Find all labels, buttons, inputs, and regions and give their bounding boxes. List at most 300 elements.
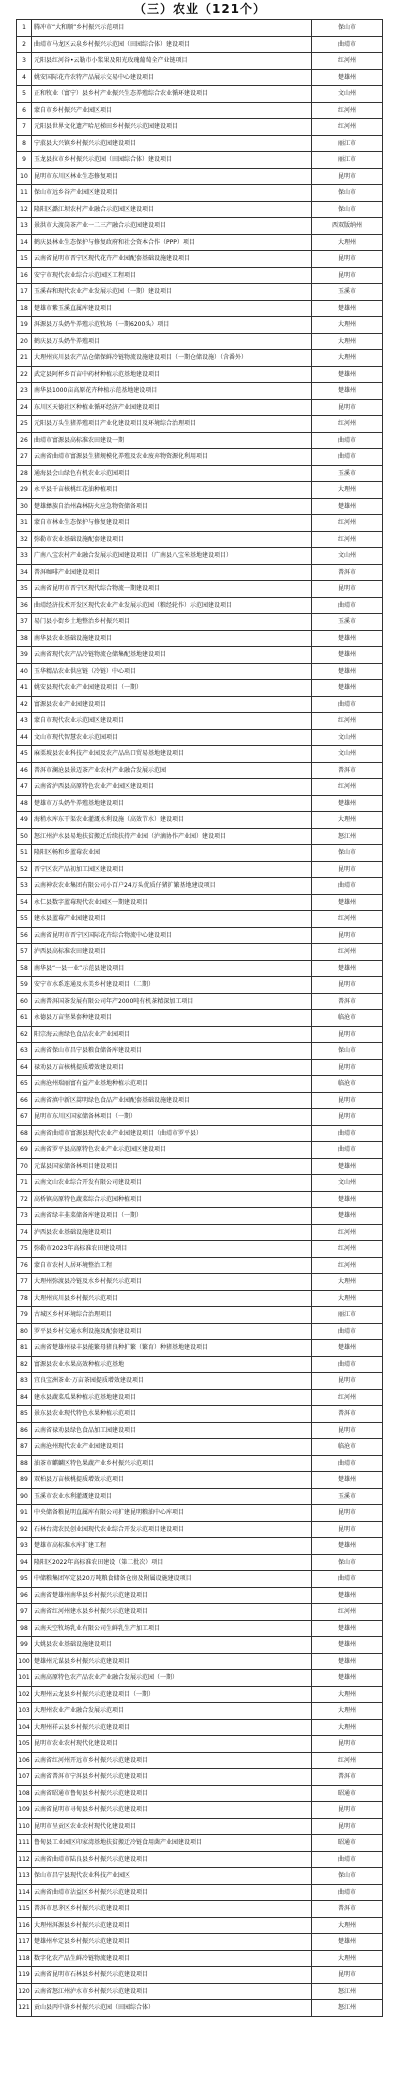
table-row [17, 1835, 383, 1852]
project-name: 云南省昆明市寻甸县乡村振兴示范建设项目 [32, 1802, 312, 1819]
project-name: 罗平县乡村交通水利设施及配套建设项目 [32, 1323, 312, 1340]
row-number: 50 [17, 828, 32, 845]
project-name: 云南省红河州开远市乡村振兴示范建设项目 [32, 1752, 312, 1769]
project-name: 鹤庆县万头奶牛养殖项目 [32, 333, 312, 350]
city-name: 玉溪市 [312, 1488, 383, 1505]
row-number: 95 [17, 1571, 32, 1588]
table-row [17, 465, 383, 482]
row-number: 65 [17, 1076, 32, 1093]
row-number: 86 [17, 1422, 32, 1439]
project-name: 玉华精品农业供应链（冷链）中心项目 [32, 663, 312, 680]
project-name: 蒙自市农村人居环境整治工程 [32, 1257, 312, 1274]
row-number: 48 [17, 795, 32, 812]
row-number: 82 [17, 1356, 32, 1373]
project-name: 姚安国际花卉农特产品展示交易中心建设项目 [32, 69, 312, 86]
city-name: 楚雄州 [312, 1653, 383, 1670]
city-name: 文山州 [312, 1175, 383, 1192]
row-number: 42 [17, 696, 32, 713]
city-name: 楚雄州 [312, 1472, 383, 1489]
row-number: 116 [17, 1917, 32, 1934]
city-name: 昆明市 [312, 1818, 383, 1835]
city-name: 曲靖市 [312, 1125, 383, 1142]
project-name: 云南省怒江州泸水市乡村振兴示范建设项目 [32, 1983, 312, 2000]
project-name: 泸西县农业基础设施建设项目 [32, 1224, 312, 1241]
table-row [17, 729, 383, 746]
project-name: 昆明市农业农村现代化建设项目 [32, 1736, 312, 1753]
project-name: 姚安县现代农业产业园建设项目（一期） [32, 680, 312, 697]
project-name: 云南省昭通市鲁甸县乡村振兴示范建设项目 [32, 1785, 312, 1802]
row-number: 103 [17, 1703, 32, 1720]
project-name: 南华县农业基础设施建设项目 [32, 630, 312, 647]
row-number: 110 [17, 1818, 32, 1835]
row-number: 12 [17, 201, 32, 218]
city-name: 文山州 [312, 86, 383, 103]
project-name: 昆明市东川区国家储备林项目（一期） [32, 1109, 312, 1126]
section-title: （三）农业（121个） [133, 2, 267, 16]
table-row [17, 1142, 383, 1159]
city-name: 昭通市 [312, 1785, 383, 1802]
row-number: 87 [17, 1439, 32, 1456]
project-name: 楚雄市万头奶牛养殖基地建设项目 [32, 795, 312, 812]
table-row [17, 515, 383, 532]
table-row [17, 564, 383, 581]
city-name: 昆明市 [312, 1736, 383, 1753]
table-row [17, 927, 383, 944]
project-name: 昆明市东川区林业生态修复项目 [32, 168, 312, 185]
city-name: 曲靖市 [312, 1323, 383, 1340]
row-number: 38 [17, 630, 32, 647]
project-name: 数字化农产品生鲜冷链物流建设项目 [32, 1950, 312, 1967]
project-name: 云南省红河州建水县乡村振兴示范建设项目 [32, 1604, 312, 1621]
row-number: 58 [17, 960, 32, 977]
table-row [17, 1851, 383, 1868]
table-row [17, 1967, 383, 1984]
row-number: 46 [17, 762, 32, 779]
city-name: 红河州 [312, 102, 383, 119]
row-number: 79 [17, 1307, 32, 1324]
table-row [17, 1868, 383, 1885]
table-row [17, 696, 383, 713]
project-name: 宜良宝洲茶业·万亩茶园提质增效建设项目 [32, 1373, 312, 1390]
city-name: 红河州 [312, 515, 383, 532]
row-number: 102 [17, 1686, 32, 1703]
table-row [17, 531, 383, 548]
project-name: 南华县1000亩高原花卉种植示范基地建设项目 [32, 383, 312, 400]
table-row [17, 1092, 383, 1109]
project-name: 宁蒗县大兴镇乡村振兴示范园建设项目 [32, 135, 312, 152]
table-row [17, 1604, 383, 1621]
project-name: 富源县农业水果高效种植示范基地 [32, 1356, 312, 1373]
city-name: 楚雄州 [312, 663, 383, 680]
table-row [17, 1241, 383, 1258]
row-number: 99 [17, 1637, 32, 1654]
row-number: 59 [17, 977, 32, 994]
row-number: 25 [17, 416, 32, 433]
row-number: 78 [17, 1290, 32, 1307]
city-name: 曲靖市 [312, 597, 383, 614]
row-number: 72 [17, 1191, 32, 1208]
city-name: 昆明市 [312, 1505, 383, 1522]
row-number: 54 [17, 894, 32, 911]
project-name: 建水县蔬菜瓜果种植示范基地建设项目 [32, 1389, 312, 1406]
table-row [17, 1802, 383, 1819]
table-row [17, 911, 383, 928]
project-name: 昆明市呈贡区农业农村现代化建设项目 [32, 1818, 312, 1835]
table-row [17, 1554, 383, 1571]
table-row [17, 482, 383, 499]
city-name: 红河州 [312, 416, 383, 433]
row-number: 74 [17, 1224, 32, 1241]
table-row [17, 1901, 383, 1918]
city-name: 红河州 [312, 779, 383, 796]
project-name: 云南高原特色农产品农业产业融合发展示范园（一期） [32, 1670, 312, 1687]
city-name: 昆明市 [312, 1109, 383, 1126]
table-row [17, 944, 383, 961]
table-row [17, 1059, 383, 1076]
project-name: 高桥镇高原特色蔬菜综合示范园种植项目 [32, 1191, 312, 1208]
project-name: 云南省昆明市晋宁区国际花卉综合物流中心建设项目 [32, 927, 312, 944]
row-number: 97 [17, 1604, 32, 1621]
project-name: 云南省罗平县高原特色农业产业示范园区建设项目 [32, 1142, 312, 1159]
row-number: 115 [17, 1901, 32, 1918]
table-row [17, 1571, 383, 1588]
project-name: 大理州云龙县乡村振兴示范建设项目（一期） [32, 1686, 312, 1703]
table-row [17, 102, 383, 119]
table-row [17, 746, 383, 763]
city-name: 楚雄州 [312, 1340, 383, 1357]
table-row [17, 1043, 383, 1060]
row-number: 9 [17, 152, 32, 169]
row-number: 26 [17, 432, 32, 449]
project-name: 南华县“一县一业”示范县建设项目 [32, 960, 312, 977]
project-name: 大理州弥渡县冷链及水乡村振兴示范项目 [32, 1274, 312, 1291]
table-row [17, 53, 383, 70]
project-name: 景东县农业现代特色水果种植示范项目 [32, 1406, 312, 1423]
row-number: 61 [17, 1010, 32, 1027]
city-name: 大理州 [312, 1950, 383, 1967]
row-number: 105 [17, 1736, 32, 1753]
table-row [17, 168, 383, 185]
table-row [17, 861, 383, 878]
table-row [17, 432, 383, 449]
city-name: 楚雄州 [312, 1637, 383, 1654]
city-name: 怒江州 [312, 2000, 383, 2017]
city-name: 红河州 [312, 1257, 383, 1274]
city-name: 昆明市 [312, 168, 383, 185]
city-name: 曲靖市 [312, 432, 383, 449]
table-row [17, 1818, 383, 1835]
city-name: 普洱市 [312, 564, 383, 581]
row-number: 107 [17, 1769, 32, 1786]
project-name: 正和牧业（富宁）县乡村产业振兴生态养殖综合农业循环建设项目 [32, 86, 312, 103]
project-name: 云南省曲靖市陆良县乡村振兴示范建设项目 [32, 1851, 312, 1868]
city-name: 丽江市 [312, 152, 383, 169]
row-number: 1 [17, 20, 32, 37]
table-row [17, 597, 383, 614]
city-name: 大理州 [312, 1917, 383, 1934]
table-row [17, 20, 383, 37]
table-row [17, 416, 383, 433]
city-name: 保山市 [312, 845, 383, 862]
table-row [17, 1521, 383, 1538]
project-name: 泸西县高标准农田建设项目 [32, 944, 312, 961]
project-name: 弥勒市农业基础设施配套建设项目 [32, 531, 312, 548]
city-name: 红河州 [312, 1224, 383, 1241]
city-name: 昆明市 [312, 1059, 383, 1076]
city-name: 曲靖市 [312, 878, 383, 895]
project-name: 大理州农业产业融合发展示范项目 [32, 1703, 312, 1720]
row-number: 34 [17, 564, 32, 581]
row-number: 92 [17, 1521, 32, 1538]
row-number: 52 [17, 861, 32, 878]
project-name: 怒江州泸水县易地扶贫搬迁后续扶持产业园（泸滴协作产业园）建设项目 [32, 828, 312, 845]
city-name: 曲靖市 [312, 449, 383, 466]
city-name: 临沧市 [312, 1076, 383, 1093]
table-row [17, 350, 383, 367]
project-name: 曲靖经济技术开发区现代农业产业发展示范园（粮经轮作）示范园建设项目 [32, 597, 312, 614]
table-row [17, 1406, 383, 1423]
project-name: 石林台湾农民创业园现代农业综合开发示范项目建设项目 [32, 1521, 312, 1538]
table-row [17, 894, 383, 911]
project-name: 永仁县数字蓝莓现代农业园区一期建设项目 [32, 894, 312, 911]
city-name: 普洱市 [312, 1769, 383, 1786]
project-table [16, 19, 383, 2017]
table-row [17, 1538, 383, 1555]
row-number: 7 [17, 119, 32, 136]
row-number: 55 [17, 911, 32, 928]
table-row [17, 2000, 383, 2017]
project-name: 弥勒市2023年高标准农田建设项目 [32, 1241, 312, 1258]
city-name: 昆明市 [312, 581, 383, 598]
table-row [17, 69, 383, 86]
table-row [17, 399, 383, 416]
row-number: 68 [17, 1125, 32, 1142]
project-name: 云南省普洱市宁洱县乡村振兴示范建设项目 [32, 1769, 312, 1786]
city-name: 楚雄州 [312, 630, 383, 647]
table-row [17, 1686, 383, 1703]
city-name: 楚雄州 [312, 647, 383, 664]
city-name: 红河州 [312, 911, 383, 928]
row-number: 77 [17, 1274, 32, 1291]
city-name: 玉溪市 [312, 284, 383, 301]
table-row [17, 86, 383, 103]
row-number: 114 [17, 1884, 32, 1901]
city-name: 丽江市 [312, 135, 383, 152]
table-row [17, 1340, 383, 1357]
city-name: 红河州 [312, 713, 383, 730]
city-name: 保山市 [312, 1554, 383, 1571]
city-name: 楚雄州 [312, 1934, 383, 1951]
city-name: 曲靖市 [312, 696, 383, 713]
project-name: 楚雄州牟定县乡村振兴示范建设项目 [32, 1934, 312, 1951]
row-number: 96 [17, 1587, 32, 1604]
table-row [17, 1917, 383, 1934]
city-name: 昆明市 [312, 1092, 383, 1109]
table-row [17, 383, 383, 400]
row-number: 4 [17, 69, 32, 86]
city-name: 楚雄州 [312, 498, 383, 515]
row-number: 47 [17, 779, 32, 796]
table-row [17, 1323, 383, 1340]
project-name: 安宁市现代农业综合示范园区工程项目 [32, 267, 312, 284]
table-row [17, 1356, 383, 1373]
table-row [17, 36, 383, 53]
project-name: 普洱市澜沧县景迈茶产业农村产业融合发展示范园 [32, 762, 312, 779]
row-number: 3 [17, 53, 32, 70]
city-name: 保山市 [312, 1868, 383, 1885]
city-name: 楚雄州 [312, 1191, 383, 1208]
row-number: 60 [17, 993, 32, 1010]
city-name: 文山州 [312, 548, 383, 565]
project-name: 楚雄州元谋县乡村振兴示范建设项目 [32, 1653, 312, 1670]
row-number: 13 [17, 218, 32, 235]
table-row [17, 1950, 383, 1967]
project-name: 大姚县农业基础设施建设项目 [32, 1637, 312, 1654]
row-number: 8 [17, 135, 32, 152]
table-row [17, 498, 383, 515]
city-name: 保山市 [312, 20, 383, 37]
table-row [17, 828, 383, 845]
project-name: 建水县蓝莓产业园建设项目 [32, 911, 312, 928]
city-name: 临沧市 [312, 1010, 383, 1027]
table-row [17, 795, 383, 812]
city-name: 楚雄州 [312, 383, 383, 400]
project-name: 云南省楚雄州禄丰县能繁母猪良种扩繁（繁育）种猪基地建设项目 [32, 1340, 312, 1357]
project-name: 元谋县国家储备林项目建设项目 [32, 1158, 312, 1175]
project-name: 晋宁区农产品初加工园区建设项目 [32, 861, 312, 878]
project-name: 安宁市水系连通及水美乡村建设项目（二期） [32, 977, 312, 994]
row-number: 43 [17, 713, 32, 730]
table-row [17, 1703, 383, 1720]
city-name: 大理州 [312, 317, 383, 334]
city-name: 楚雄州 [312, 894, 383, 911]
row-number: 83 [17, 1373, 32, 1390]
table-row [17, 1076, 383, 1093]
table-row [17, 845, 383, 862]
table-row [17, 1175, 383, 1192]
city-name: 玉溪市 [312, 465, 383, 482]
project-name: 保山市昌宁县现代农业科技产业园区 [32, 1868, 312, 1885]
city-name: 昆明市 [312, 927, 383, 944]
project-name: 禄劝县万亩核桃提质增效建设项目 [32, 1059, 312, 1076]
city-name: 昆明市 [312, 1026, 383, 1043]
city-name: 大理州 [312, 482, 383, 499]
project-name: 洱源县万头奶牛养殖示范牧场（一期6200头）项目 [32, 317, 312, 334]
city-name: 曲靖市 [312, 1356, 383, 1373]
project-name: 曲靖市马龙区云泉乡村振兴示范园（田园综合体）建设项目 [32, 36, 312, 53]
row-number: 119 [17, 1967, 32, 1984]
project-name: 贡山县丙中洛乡村振兴示范园（田园综合体） [32, 2000, 312, 2017]
row-number: 31 [17, 515, 32, 532]
city-name: 曲靖市 [312, 1851, 383, 1868]
row-number: 85 [17, 1406, 32, 1423]
project-name: 通海县会山绿色有机农业示范园项目 [32, 465, 312, 482]
table-row [17, 1224, 383, 1241]
row-number: 11 [17, 185, 32, 202]
project-name: 云南普洱国茶发展有限公司年产2000吨有机茶精深加工项目 [32, 993, 312, 1010]
city-name: 楚雄州 [312, 1587, 383, 1604]
table-row [17, 185, 383, 202]
project-name: 云南沧州瑞丽富有益产业基地种植示范项目 [32, 1076, 312, 1093]
table-row [17, 1257, 383, 1274]
row-number: 81 [17, 1340, 32, 1357]
table-row [17, 1736, 383, 1753]
city-name: 楚雄州 [312, 1158, 383, 1175]
city-name: 楚雄州 [312, 1208, 383, 1225]
project-name: 楚雄市紫玉溪直属库建设项目 [32, 300, 312, 317]
project-name: 云南省禄劝县绿色食品加工园建设项目 [32, 1422, 312, 1439]
table-row [17, 663, 383, 680]
row-number: 117 [17, 1934, 32, 1951]
city-name: 红河州 [312, 1604, 383, 1621]
row-number: 113 [17, 1868, 32, 1885]
table-row [17, 1373, 383, 1390]
table-row [17, 333, 383, 350]
row-number: 94 [17, 1554, 32, 1571]
table-row [17, 1785, 383, 1802]
table-row [17, 1274, 383, 1291]
table-row [17, 135, 383, 152]
row-number: 17 [17, 284, 32, 301]
project-name: 曲靖市富源县高标准农田建设一期 [32, 432, 312, 449]
row-number: 30 [17, 498, 32, 515]
row-number: 53 [17, 878, 32, 895]
row-number: 75 [17, 1241, 32, 1258]
row-number: 69 [17, 1142, 32, 1159]
table-row [17, 614, 383, 631]
row-number: 23 [17, 383, 32, 400]
project-name: 云南省曲靖市沾益区乡村振兴示范建设项目 [32, 1884, 312, 1901]
table-row [17, 960, 383, 977]
city-name: 昆明市 [312, 1802, 383, 1819]
table-row [17, 581, 383, 598]
project-name: 云南天空牧场乳业有限公司生鲜乳生产加工项目 [32, 1620, 312, 1637]
city-name: 曲靖市 [312, 36, 383, 53]
city-name: 昆明市 [312, 251, 383, 268]
project-name: 隆阳区畅和乡蓝莓农业园 [32, 845, 312, 862]
city-name: 楚雄州 [312, 960, 383, 977]
row-number: 71 [17, 1175, 32, 1192]
table-row [17, 1010, 383, 1027]
row-number: 84 [17, 1389, 32, 1406]
city-name: 曲靖市 [312, 1142, 383, 1159]
project-name: 普洱市思茅区乡村振兴示范建设项目 [32, 1901, 312, 1918]
row-number: 88 [17, 1455, 32, 1472]
row-number: 40 [17, 663, 32, 680]
city-name: 红河州 [312, 119, 383, 136]
row-number: 21 [17, 350, 32, 367]
table-row [17, 1191, 383, 1208]
project-name: 云南沧州现代农业产业园建设项目 [32, 1439, 312, 1456]
row-number: 27 [17, 449, 32, 466]
table-row [17, 1637, 383, 1654]
table-row [17, 449, 383, 466]
project-name: 云南省现代农产品冷链物流仓储集配基地建设项目 [32, 647, 312, 664]
row-number: 22 [17, 366, 32, 383]
city-name: 昆明市 [312, 1967, 383, 1984]
project-name: 大理州宾川县农产品仓储保鲜冷链物流设施建设项目（一期仓储设施）（含番外） [32, 350, 312, 367]
city-name: 保山市 [312, 201, 383, 218]
city-name: 楚雄州 [312, 300, 383, 317]
project-name: 广南八宝农村产业融合发展示范园建设项目（广南县八宝米基地建设项目） [32, 548, 312, 565]
table-row [17, 1422, 383, 1439]
row-number: 120 [17, 1983, 32, 2000]
table-row [17, 1587, 383, 1604]
project-name: 玉溪市农业水利灌溉建设项目 [32, 1488, 312, 1505]
project-name: 双柏县万亩核桃提质增效示范项目 [32, 1472, 312, 1489]
row-number: 16 [17, 267, 32, 284]
row-number: 14 [17, 234, 32, 251]
